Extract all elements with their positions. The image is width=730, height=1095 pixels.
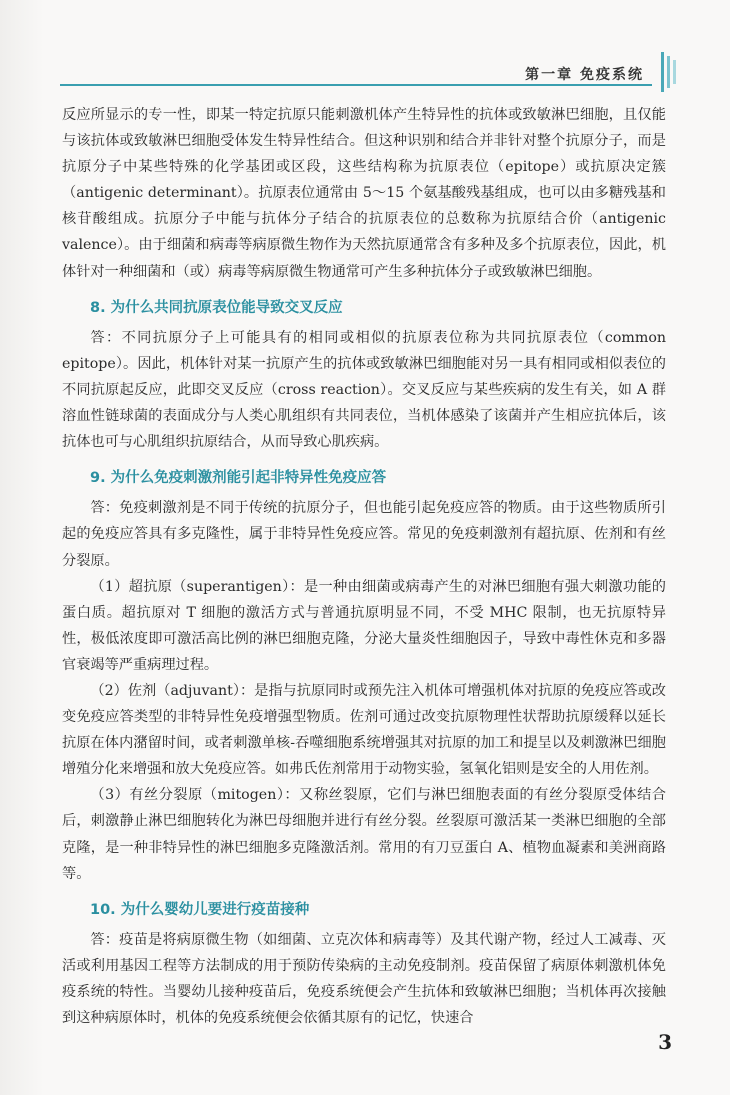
question-heading: 9. 为什么免疫刺激剂能引起非特异性免疫应答 [90, 470, 387, 487]
header-decoration [661, 52, 676, 92]
page-number: 3 [658, 1030, 672, 1054]
answer-paragraph: 答：疫苗是将病原微生物（如细菌、立克次体和病毒等）及其代谢产物，经过人工减毒、灭活或利用基因工程等方法制成的用于预防传染病的主动免疫制剂。疫苗保留了病原体刺激机体免疫系统的特性。当婴幼儿接种疫苗后，免疫系统便会产生抗体和致敏淋巴细胞；当机体再次接触到这种病原体时，机体的免疫系统便会依循其原有的记忆，快速合 [62, 931, 666, 1027]
answer-paragraph: 答：不同抗原分子上可能具有的相同或相似的抗原表位称为共同抗原表位（common epitope）。因此，机体针对某一抗原产生的抗体或致敏淋巴细胞能对另一具有相同或相似表位的不同抗原起反应，此即交叉反应（cross reaction）。交叉反应与某些疾病的发生有关，如 A 群溶血性链球菌的表面成分与人类心肌组织有共同表位，当机体感染了该菌并产生相应抗体后，该抗体也可与心肌组织抗原结合，从而导致心肌疾病。 [62, 329, 666, 451]
header-bar [661, 52, 664, 92]
running-header [40, 64, 730, 86]
list-paragraph: （1）超抗原（superantigen）：是一种由细菌或病毒产生的对淋巴细胞有强大刺激功能的蛋白质。超抗原对 T 细胞的激活方式与普通抗原明显不同，不受 MHC 限制，也无抗原特异性，极低浓度即可激活高比例的淋巴细胞克隆，分泌大量炎性细胞因子，导致中毒性休克和多器官衰竭等严重病理过程。 [62, 578, 666, 673]
header-bar [673, 60, 676, 84]
question-heading: 10. 为什么婴幼儿要进行疫苗接种 [90, 901, 310, 918]
chapter-title: 第一章 免疫系统 [525, 67, 644, 83]
header-rule [60, 84, 652, 86]
answer-paragraph: 答：免疫刺激剂是不同于传统的抗原分子，但也能引起免疫应答的物质。由于这些物质所引起的免疫应答具有多克隆性，属于非特异性免疫应答。常见的免疫刺激剂有超抗原、佐剂和有丝分裂原。 [62, 500, 666, 569]
header-bar [667, 56, 670, 88]
question-heading: 8. 为什么共同抗原表位能导致交叉反应 [90, 299, 343, 316]
body-text [62, 102, 666, 1031]
list-paragraph: （3）有丝分裂原（mitogen）：又称丝裂原，它们与淋巴细胞表面的有丝分裂原受体结合后，刺激静止淋巴细胞转化为淋巴母细胞并进行有丝分裂。丝裂原可激活某一类淋巴细胞的全部克隆，是一种非特异性的淋巴细胞多克隆激活剂。常用的有刀豆蛋白 A、植物血凝素和美洲商路等。 [62, 787, 666, 882]
paragraph: 反应所显示的专一性，即某一特定抗原只能刺激机体产生特异性的抗体或致敏淋巴细胞，且仅能与该抗体或致敏淋巴细胞受体发生特异性结合。但这种识别和结合并非针对整个抗原分子，而是抗原分子中某些特殊的化学基团或区段，这些结构称为抗原表位（epitope）或抗原决定簇（antigenic determinant）。抗原表位通常由 5～15 个氨基酸残基组成，也可以由多糖残基和核苷酸组成。抗原分子中能与抗体分子结合的抗原表位的总数称为抗原结合价（antigenic valence）。由于细菌和病毒等病原微生物作为天然抗原通常含有多种及多个抗原表位，因此，机体针对一种细菌和（或）病毒等病原微生物通常可产生多种抗体分子或致敏淋巴细胞。 [62, 107, 666, 280]
list-paragraph: （2）佐剂（adjuvant）：是指与抗原同时或预先注入机体可增强机体对抗原的免疫应答或改变免疫应答类型的非特异性免疫增强型物质。佐剂可通过改变抗原物理性状帮助抗原缓释以延长抗原在体内潴留时间，或者刺激单核-吞噬细胞系统增强其对抗原的加工和提呈以及刺激淋巴细胞增殖分化来增强和放大免疫应答。如弗氏佐剂常用于动物实验，氢氧化铝则是安全的人用佐剂。 [62, 682, 666, 778]
